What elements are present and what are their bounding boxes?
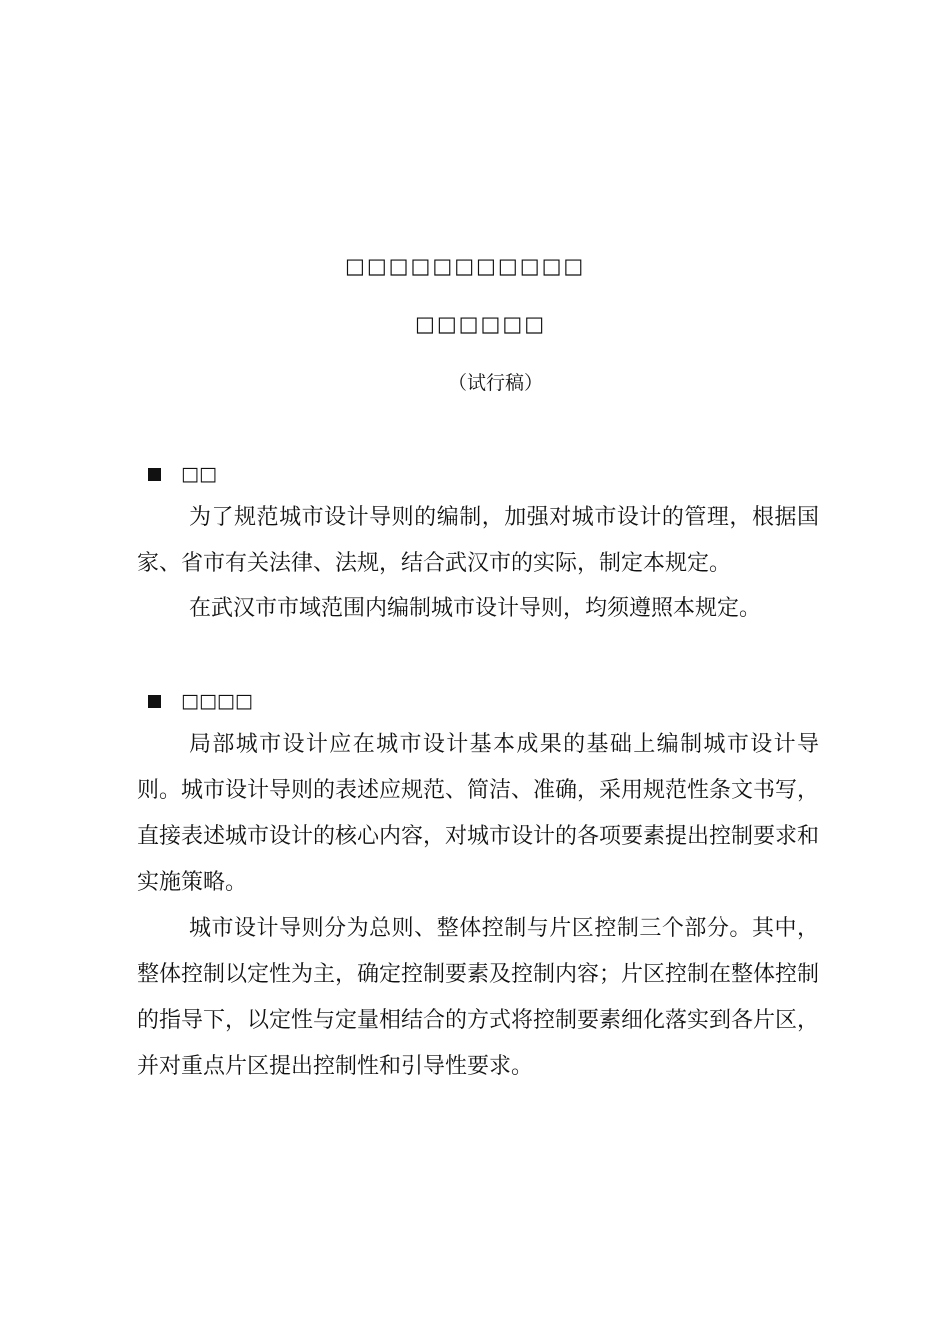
square-bullet-icon	[148, 695, 161, 708]
paragraph: 城市设计导则分为总则、整体控制与片区控制三个部分。其中，整体控制以定性为主，确定控制要素及控制内容；片区控制在整体控制的指导下，以定性与定量相结合的方式将控制要素细化落实到各片区，并对重点片区提出控制性和引导性要求。	[137, 916, 820, 1079]
section-heading	[148, 690, 253, 712]
section-heading	[148, 463, 217, 485]
section-heading-text: □□	[181, 463, 217, 485]
section-heading-text: □□□□	[181, 690, 253, 712]
square-bullet-icon	[148, 468, 161, 481]
document-title-line-2: □□□□□□	[415, 312, 547, 336]
paragraph: 为了规范城市设计导则的编制，加强对城市设计的管理，根据国家、省市有关法律、法规，结合武汉市的实际，制定本规定。	[137, 505, 819, 576]
document-subtitle: （试行稿）	[448, 372, 544, 394]
paragraph: 局部城市设计应在城市设计基本成果的基础上编制城市设计导则。城市设计导则的表述应规范、简洁、准确，采用规范性条文书写，直接表述城市设计的核心内容，对城市设计的各项要素提出控制要求和实施策略。	[137, 732, 820, 895]
document-title-line-1: □□□□□□□□□□□	[345, 254, 586, 278]
paragraph: 在武汉市市域范围内编制城市设计导则，均须遵照本规定。	[189, 596, 762, 621]
